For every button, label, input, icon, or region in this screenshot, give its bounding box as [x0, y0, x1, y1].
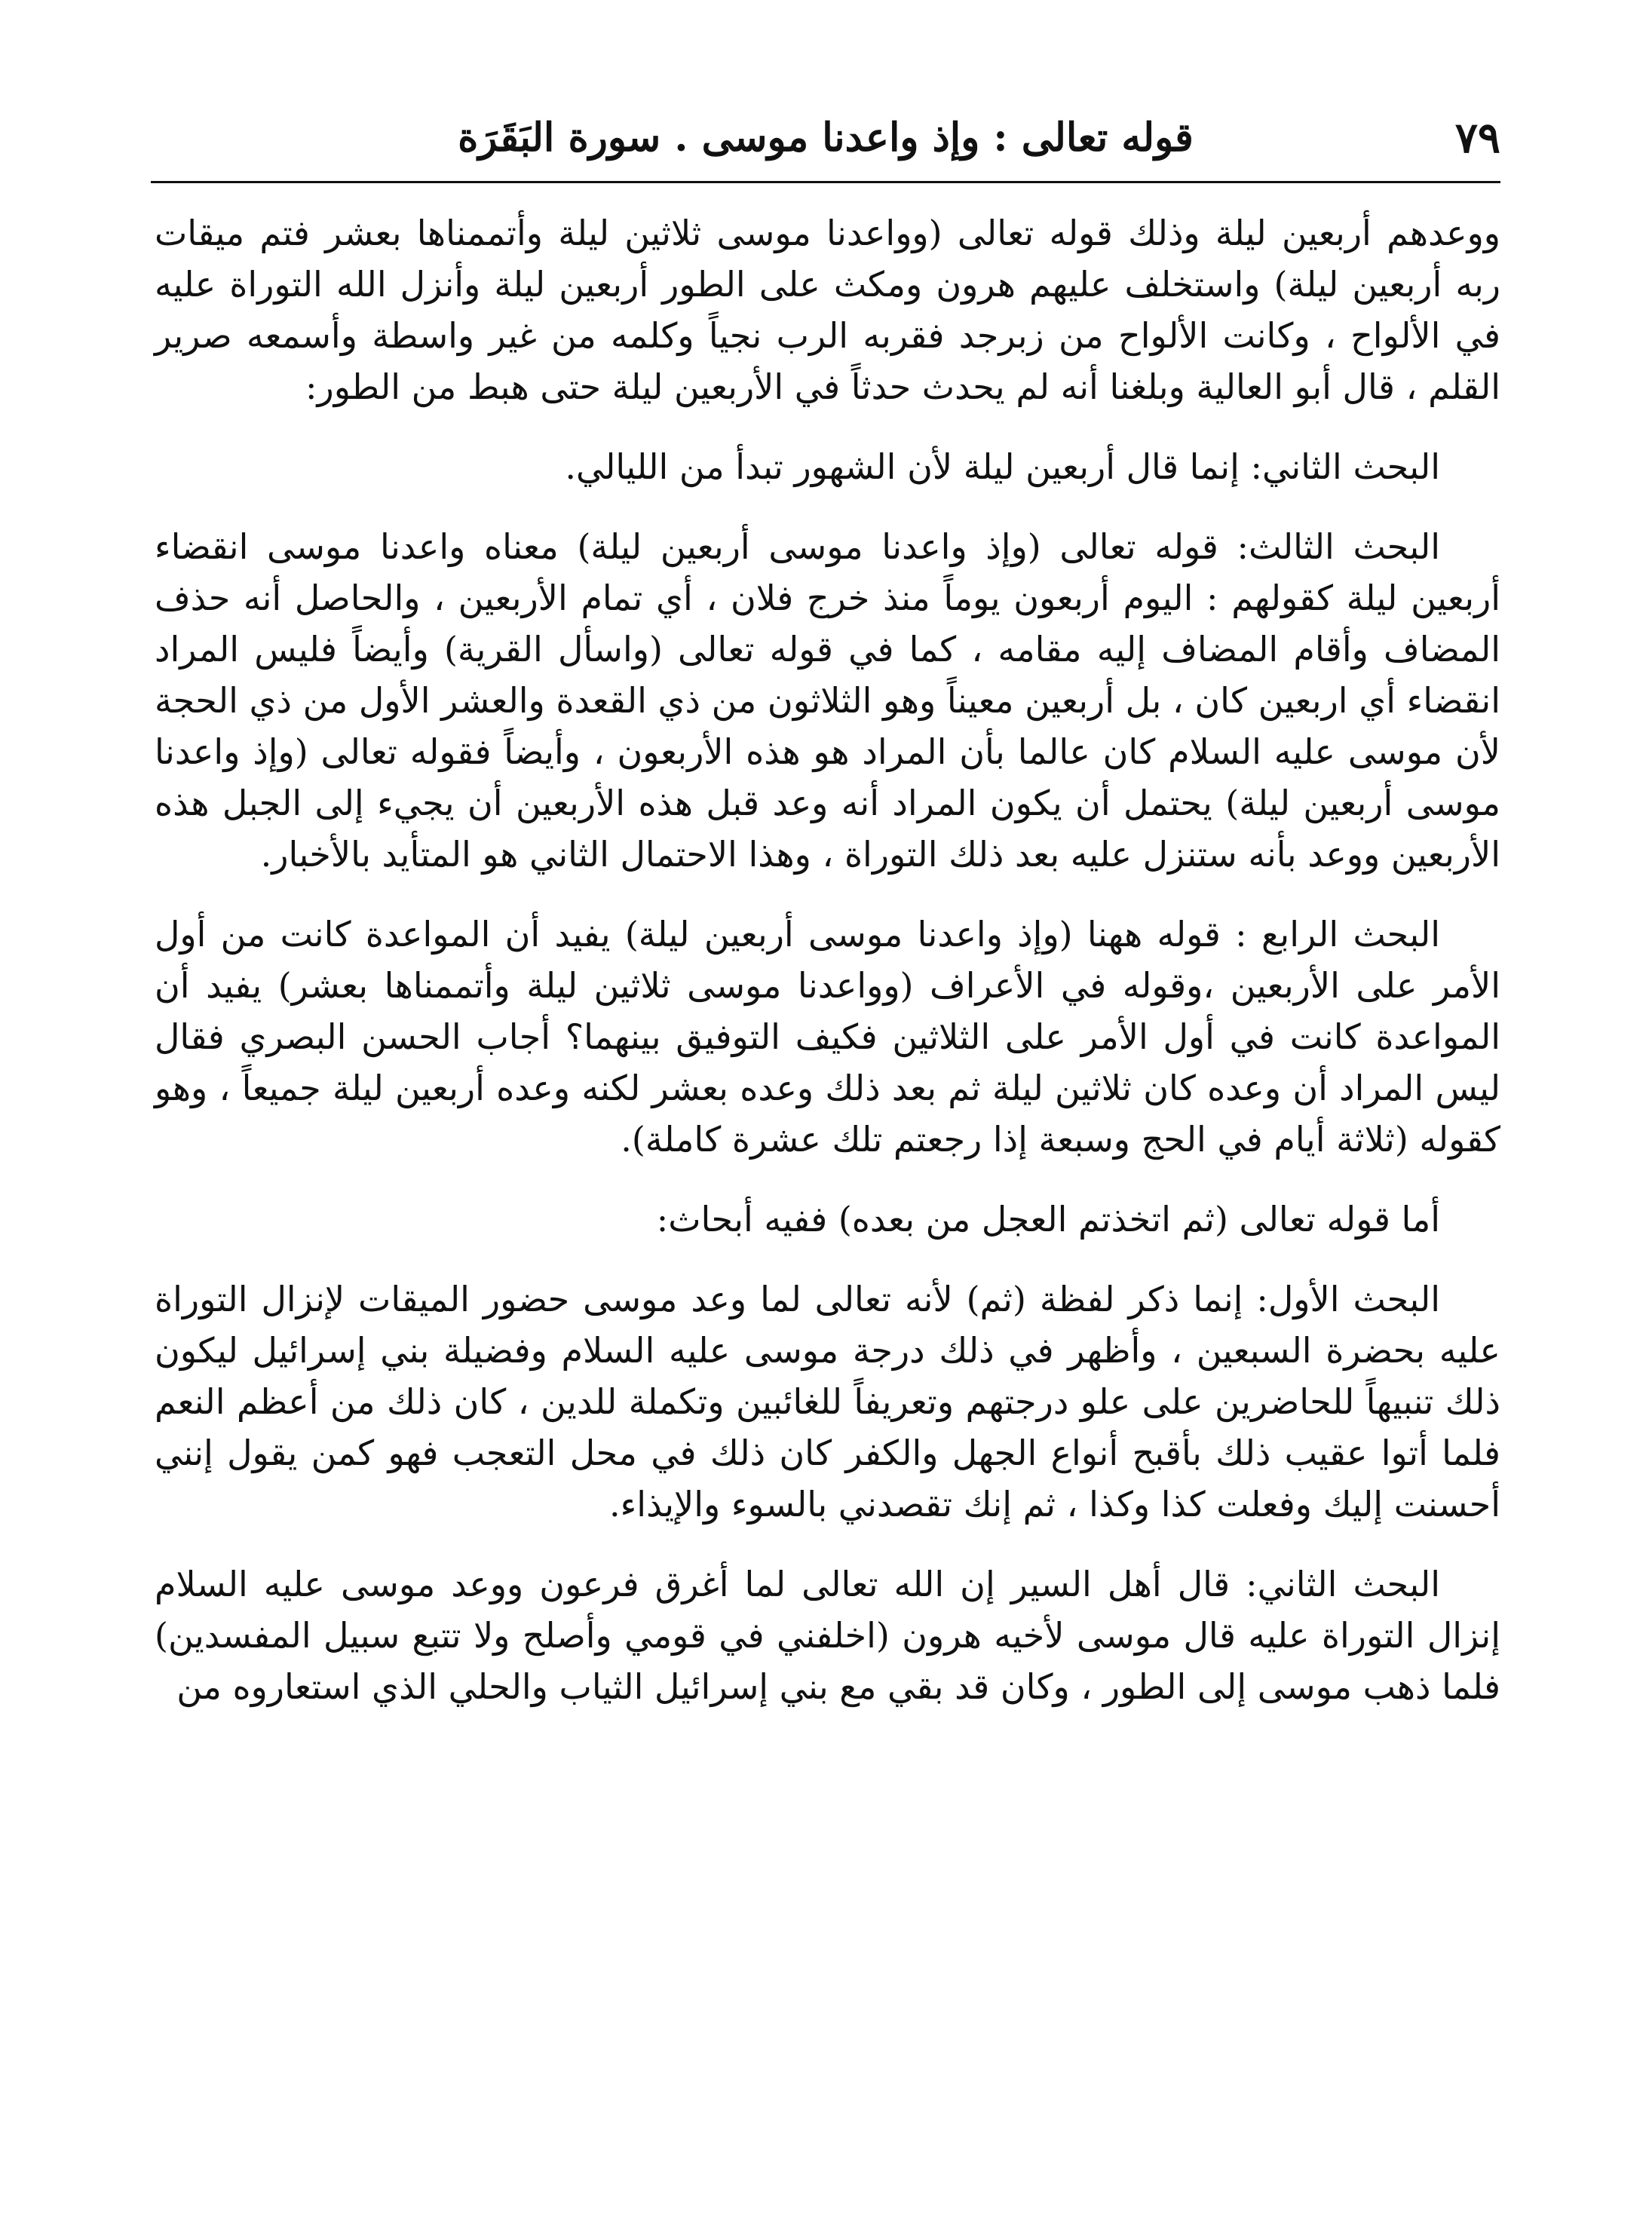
- paragraph-6: البحث الأول: إنما ذكر لفظة (ثم) لأنه تعالى لما وعد موسى حضور الميقات لإنزال التوراة عليه بحضرة السبعين ، وأظهر في ذلك درجة موسى عليه السلام وفضيلة بني إسرائيل ليكون ذلك تنبيهاً للحاضرين على علو درجتهم وتعريفاً للغائبين وتكملة للدين ، كان ذلك من أعظم النعم فلما أتوا عقيب ذلك بأقبح أنواع الجهل والكفر كان ذلك في محل التعجب فهو كمن يقول إنني أحسنت إليك وفعلت كذا وكذا ، ثم إنك تقصدني بالسوء والإيذاء.: [155, 1279, 1500, 1525]
- body-text: [155, 207, 1500, 1741]
- paragraph-5: أما قوله تعالى (ثم اتخذتم العجل من بعده) ففيه أبحاث:: [656, 1199, 1440, 1240]
- paragraph-4: البحث الرابع : قوله ههنا (وإذ واعدنا موسى أربعين ليلة) يفيد أن المواعدة كانت من أول الأمر على الأربعين ،وقوله في الأعراف (وواعدنا موسى ثلاثين ليلة وأتممناها بعشر) يفيد أن المواعدة كانت في أول الأمر على الثلاثين فكيف التوفيق بينهما؟ أجاب الحسن البصري فقال ليس المراد أن وعده كان ثلاثين ليلة ثم بعد ذلك وعده بعشر لكنه وعده أربعين ليلة جميعاً ، وهو كقوله (ثلاثة أيام في الحج وسبعة إذا رجعتم تلك عشرة كاملة).: [155, 914, 1500, 1160]
- paragraph-3: البحث الثالث: قوله تعالى (وإذ واعدنا موسى أربعين ليلة) معناه واعدنا موسى انقضاء أربعين ليلة كقولهم : اليوم أربعون يوماً منذ خرج فلان ، أي تمام الأربعين ، والحاصل أنه حذف المضاف وأقام المضاف إليه مقامه ، كما في قوله تعالى (واسأل القرية) وأيضاً فليس المراد انقضاء أي اربعين كان ، بل أربعين معيناً وهو الثلاثون من ذي القعدة والعشر الأول من ذي الحجة لأن موسى عليه السلام كان عالما بأن المراد هو هذه الأربعون ، وأيضاً فقوله تعالى (وإذ واعدنا موسى أربعين ليلة) يحتمل أن يكون المراد أنه وعد قبل هذه الأربعين أن يجيء إلى الجبل هذه الأربعين ووعد بأنه ستنزل عليه بعد ذلك التوراة ، وهذا الاحتمال الثاني هو المتأيد بالأخبار.: [155, 526, 1500, 875]
- running-title: قوله تعالى : وإذ واعدنا موسى . سورة البَقَرَة: [458, 115, 1194, 161]
- page-header: [151, 104, 1500, 172]
- page-number: ٧٩: [1454, 113, 1500, 163]
- paragraph-7: البحث الثاني: قال أهل السير إن الله تعالى لما أغرق فرعون ووعد موسى عليه السلام إنزال التوراة عليه قال موسى لأخيه هرون (اخلفني في قومي وأصلح ولا تتبع سبيل المفسدين) فلما ذهب موسى إلى الطور ، وكان قد بقي مع بني إسرائيل الثياب والحلي الذي استعاروه من: [155, 1564, 1500, 1707]
- paragraph-1: ووعدهم أربعين ليلة وذلك قوله تعالى (وواعدنا موسى ثلاثين ليلة وأتممناها بعشر فتم ميقات ربه أربعين ليلة) واستخلف عليهم هرون ومكث على الطور أربعين ليلة وأنزل الله التوراة عليه في الألواح ، وكانت الألواح من زبرجد فقربه الرب نجياً وكلمه من غير واسطة وأسمعه صرير القلم ، قال أبو العالية وبلغنا أنه لم يحدث حدثاً في الأربعين ليلة حتى هبط من الطور:: [155, 213, 1500, 407]
- header-divider: [151, 181, 1500, 183]
- paragraph-2: البحث الثاني: إنما قال أربعين ليلة لأن الشهور تبدأ من الليالي.: [565, 446, 1440, 487]
